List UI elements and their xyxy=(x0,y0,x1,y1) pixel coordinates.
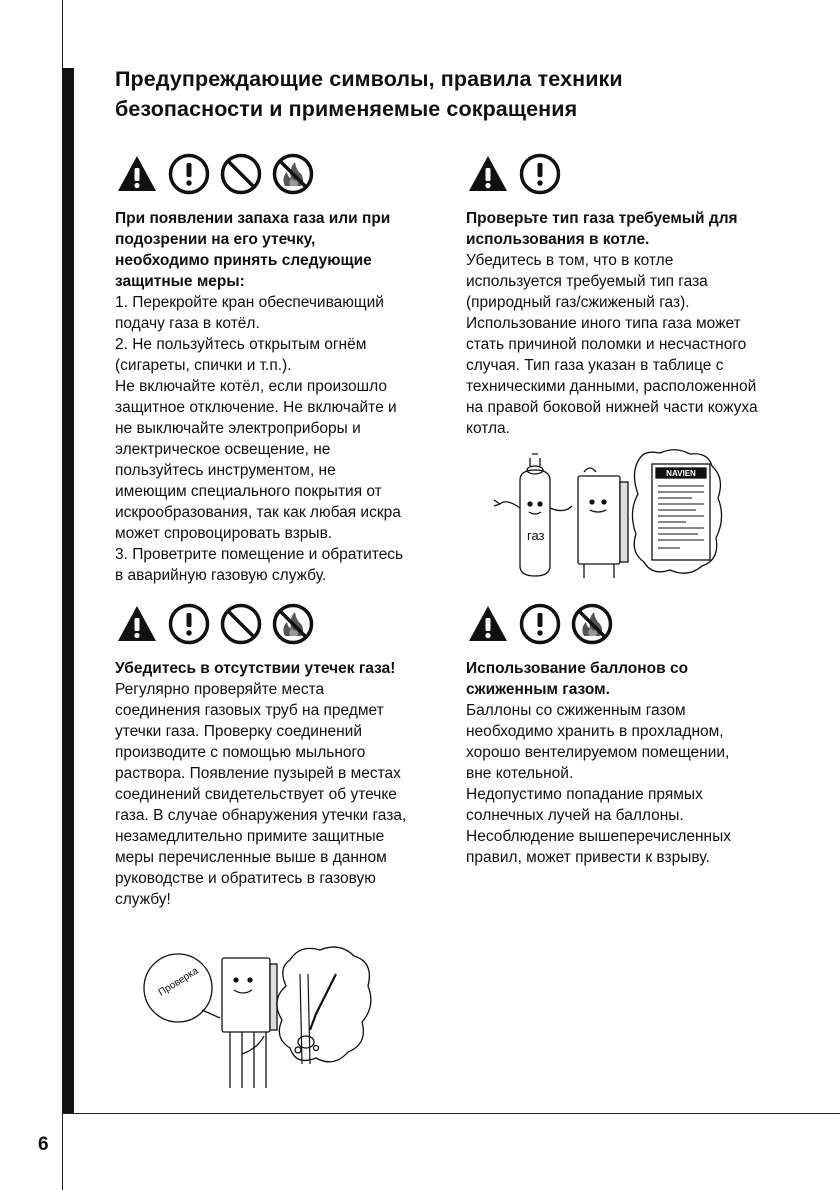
no-fire-icon xyxy=(570,602,614,646)
exclamation-circle-icon xyxy=(518,152,562,196)
section-paragraph: Регулярно проверяйте места соединения газовых труб на предмет утечки газа. Проверку соединений производите с помощью мыльного раствора. Появление пузырей в местах соединений свидетельствует об утечке газа. В случае обнаружения утечки газа, незамедлительно примите защитные меры перечисленные выше в данном руководстве и обратитесь в газовую службу! xyxy=(115,681,407,908)
page-title: Предупреждающие символы, правила техники безопасности и применяемые сокращения xyxy=(115,67,623,121)
exclamation-circle-icon xyxy=(167,602,211,646)
gas-type-illustration xyxy=(480,448,730,583)
section-heading: Проверьте тип газа требуемый для использования в котле. xyxy=(466,210,738,248)
exclamation-circle-icon xyxy=(167,152,211,196)
section-gas-cylinders xyxy=(466,602,758,868)
warning-triangle-icon xyxy=(466,152,510,196)
section-paragraph: Использование иного типа газа может стать причиной поломки и несчастного случая. Тип газа указан в таблице с техническими данными, расположенной на правой боковой нижней части кожуха котла. xyxy=(466,315,758,437)
section-paragraph: Убедитесь в том, что в котле используется требуемый тип газа (природный газ/сжиженый газ). xyxy=(466,252,708,311)
section-paragraph: Баллоны со сжиженным газом необходимо хранить в прохладном, хорошо вентелируемом помещении, вне котельной. xyxy=(466,702,730,782)
section-paragraph: 1. Перекройте кран обеспечивающий подачу газа в котёл. xyxy=(115,294,384,332)
section-paragraph: Несоблюдение вышеперечисленных правил, может привести к взрыву. xyxy=(466,828,732,866)
section-paragraph: Не включайте котёл, если произошло защитное отключение. Не включайте и не выключайте электроприборы и электрическое освещение, не пользуйтесь инструментом, не имеющим специального покрытия от искрообразования, так как любая искра может спровоцировать взрыв. xyxy=(115,378,401,542)
no-fire-icon xyxy=(271,602,315,646)
gas-label: газ xyxy=(527,528,545,543)
exclamation-circle-icon xyxy=(518,602,562,646)
warning-triangle-icon xyxy=(466,602,510,646)
section-heading: Убедитесь в отсутствии утечек газа! xyxy=(115,660,396,677)
section-gas-type xyxy=(466,152,758,439)
check-label: Проверка xyxy=(156,965,201,999)
icon-row xyxy=(466,152,758,196)
section-gas-smell xyxy=(115,152,407,586)
prohibited-icon xyxy=(219,602,263,646)
icon-row xyxy=(115,152,407,196)
brand-label: NAVIEN xyxy=(666,469,696,478)
leak-check-illustration xyxy=(140,944,375,1092)
section-paragraph: 2. Не пользуйтесь открытым огнём (сигареты, спички и т.п.). xyxy=(115,336,367,374)
footer-rule xyxy=(62,1113,840,1114)
section-heading: При появлении запаха газа или при подозрении на его утечку, необходимо принять следующие защитные меры: xyxy=(115,210,391,290)
no-fire-icon xyxy=(271,152,315,196)
icon-row xyxy=(115,602,407,646)
page-number: 6 xyxy=(38,1134,49,1155)
section-heading: Использование баллонов со сжиженным газом. xyxy=(466,660,689,698)
icon-row xyxy=(466,602,758,646)
section-gas-leaks xyxy=(115,602,407,910)
warning-triangle-icon xyxy=(115,602,159,646)
page-side-bar xyxy=(62,68,74,1114)
section-paragraph: 3. Проветрите помещение и обратитесь в аварийную газовую службу. xyxy=(115,546,404,584)
prohibited-icon xyxy=(219,152,263,196)
section-paragraph: Недопустимо попадание прямых солнечных лучей на баллоны. xyxy=(466,786,703,824)
warning-triangle-icon xyxy=(115,152,159,196)
